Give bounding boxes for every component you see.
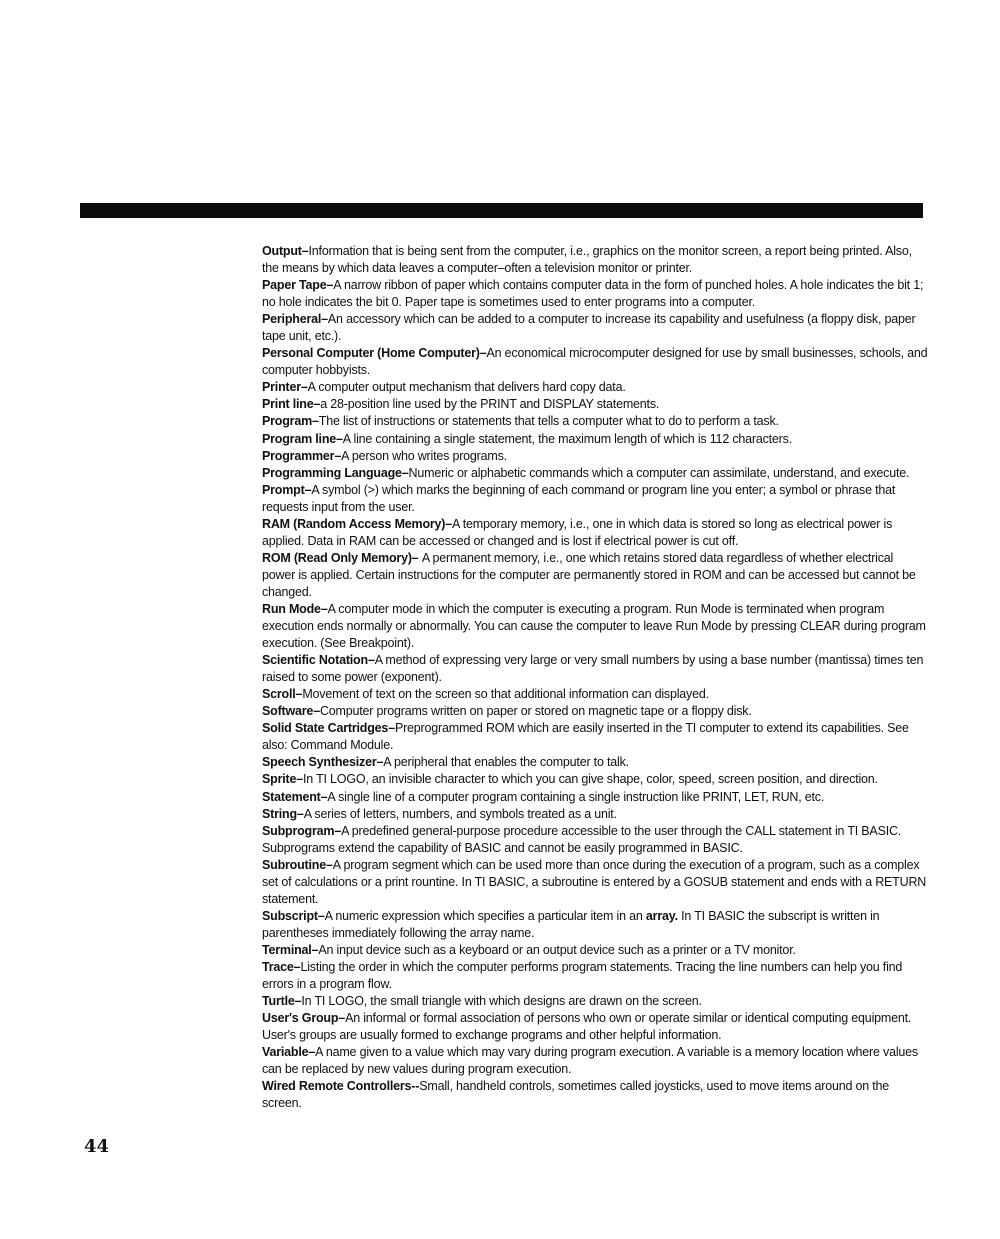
term-separator: – — [338, 1011, 346, 1026]
glossary-term: Subroutine — [262, 857, 326, 872]
glossary-definition: A computer output mechanism that delivers hard copy data. — [307, 380, 626, 395]
term-separator: – — [294, 994, 302, 1009]
glossary-term: Subprogram — [262, 823, 335, 838]
glossary-definition: In TI LOGO, an invisible character to which you can give shape, color, speed, screen position, and direction. — [303, 772, 878, 787]
glossary-entry — [262, 482, 928, 516]
glossary-definition: A person who writes programs. — [341, 448, 507, 463]
glossary-term: Scroll — [262, 687, 296, 702]
glossary-definition: A symbol (>) which marks the beginning of each command or program line you enter; a symbol or phrase that requests input from the user. — [262, 482, 896, 514]
glossary-definition: A predefined general-purpose procedure accessible to the user through the CALL statement in TI BASIC. Subprograms extend the capability of BASIC and cannot be easily programmed in BASIC. — [262, 823, 902, 855]
glossary-entry — [262, 1010, 928, 1044]
glossary-entry — [262, 993, 928, 1010]
term-separator: – — [325, 857, 333, 872]
glossary-definition: Small, handheld controls, sometimes called joysticks, used to move items around on the screen. — [262, 1079, 890, 1111]
glossary-definition: A line containing a single statement, the maximum length of which is 112 characters. — [342, 431, 792, 446]
glossary-definition: A single line of a computer program containing a single instruction like PRINT, LET, RUN, etc. — [327, 789, 825, 804]
glossary-entry — [262, 754, 928, 771]
glossary-entry — [262, 1078, 928, 1112]
glossary-definition: An accessory which can be added to a computer to increase its capability and usefulness (a floppy disk, paper tape unit, etc.). — [262, 312, 916, 344]
glossary-entry — [262, 550, 928, 601]
glossary-entry — [262, 396, 928, 413]
glossary-list — [262, 243, 928, 1112]
glossary-definition: Preprogrammed ROM which are easily inserted in the TI computer to extend its capabilities. See also: Command Module. — [262, 721, 909, 753]
term-separator: – — [367, 653, 375, 668]
glossary-term: Print line — [262, 397, 314, 412]
glossary-entry — [262, 771, 928, 788]
glossary-term: Prompt — [262, 482, 305, 497]
glossary-entry — [262, 720, 928, 754]
term-separator: – — [376, 755, 384, 770]
glossary-definition: Listing the order in which the computer performs program statements. Tracing the line numbers can help you find errors in a program flow. — [262, 959, 903, 992]
glossary-term: Run Mode — [262, 601, 321, 616]
term-separator: – — [312, 414, 319, 429]
glossary-entry — [262, 448, 928, 465]
glossary-definition: A series of letters, numbers, and symbols treated as a unit. — [303, 806, 617, 821]
term-separator: – — [479, 346, 487, 361]
term-separator: – — [311, 942, 319, 957]
glossary-definition: Numeric or alphabetic commands which a computer can assimilate, understand, and execute. — [408, 465, 910, 480]
glossary-entry — [262, 942, 928, 959]
term-separator: – — [334, 823, 342, 838]
glossary-entry — [262, 243, 928, 277]
glossary-definition: An informal or formal association of persons who own or operate similar or identical computing equipment. User's groups are usually formed to exchange programs and other helpful information. — [262, 1011, 912, 1043]
glossary-term: Speech Synthesizer — [262, 755, 377, 770]
glossary-entry — [262, 959, 928, 993]
term-separator: – — [296, 806, 304, 821]
glossary-definition: A permanent memory, i.e., one which retains stored data regardless of whether electrical power is applied. Certain instructions for the computer are permanently stored in ROM and can be accessed but cannot be changed. — [262, 550, 916, 599]
glossary-definition: An economical microcomputer designed for use by small businesses, schools, and computer hobbyists. — [262, 346, 928, 378]
glossary-definition: In TI LOGO, the small triangle with which designs are drawn on the screen. — [301, 994, 702, 1009]
glossary-term: Subscript — [262, 908, 318, 923]
glossary-entry — [262, 465, 928, 482]
glossary-definition: A name given to a value which may vary during program execution. A variable is a memory location where values can be replaced by new values during program execution. — [262, 1045, 918, 1077]
glossary-entry — [262, 277, 928, 311]
glossary-definition: a 28-position line used by the PRINT and DISPLAY statements. — [320, 397, 660, 412]
page-number: 44 — [84, 1136, 110, 1157]
glossary-definition: The list of instructions or statements that tells a computer what to do to perform a task. — [318, 414, 779, 429]
glossary-term: Turtle — [262, 994, 295, 1009]
term-separator: – — [313, 397, 321, 412]
glossary-term: String — [262, 806, 297, 821]
glossary-entry — [262, 345, 928, 379]
glossary-term: Variable — [262, 1045, 309, 1060]
term-separator: – — [304, 482, 312, 497]
term-separator: – — [301, 244, 309, 258]
glossary-term: Peripheral — [262, 312, 322, 327]
term-separator: – — [445, 516, 453, 531]
term-separator: – — [320, 601, 328, 616]
glossary-definition: An input device such as a keyboard or an output device such as a printer or a TV monitor. — [318, 942, 796, 957]
glossary-definition: Movement of text on the screen so that additional information can displayed. — [302, 687, 709, 702]
glossary-entry — [262, 789, 928, 806]
top-rule — [80, 203, 923, 218]
term-separator: – — [300, 380, 308, 395]
term-separator: – — [401, 465, 409, 480]
glossary-term: User's Group — [262, 1011, 339, 1026]
glossary-term: Scientific Notation — [262, 653, 368, 668]
glossary-entry — [262, 857, 928, 908]
glossary-entry — [262, 908, 928, 942]
term-separator: – — [293, 959, 301, 974]
term-separator: – — [320, 789, 328, 804]
definition-emphasis: array. — [645, 908, 678, 923]
glossary-term: ROM (Read Only Memory) — [262, 550, 412, 565]
term-separator: – — [308, 1045, 316, 1060]
glossary-entry — [262, 431, 928, 448]
glossary-definition: A computer mode in which the computer is executing a program. Run Mode is terminated when program execution ends normally or abnormally. You can cause the computer to leave Run Mode by pressing CLEAR during program execution. (See Breakpoint). — [262, 601, 926, 651]
term-separator: – — [411, 550, 422, 565]
glossary-term: Programmer — [262, 448, 335, 463]
glossary-term: Personal Computer (Home Computer) — [262, 346, 480, 361]
glossary-entry — [262, 823, 928, 857]
glossary-entry — [262, 1044, 928, 1078]
term-separator: – — [313, 704, 320, 719]
glossary-entry — [262, 601, 928, 652]
glossary-term: RAM (Random Access Memory) — [262, 516, 446, 531]
glossary-definition: Computer programs written on paper or stored on magnetic tape or a floppy disk. — [319, 704, 752, 719]
glossary-term: Output — [262, 244, 302, 258]
glossary-definition: A peripheral that enables the computer to talk. — [383, 755, 629, 770]
glossary-term: Program line — [262, 431, 337, 446]
glossary-term: Programming Language — [262, 465, 402, 480]
term-separator: -- — [411, 1079, 420, 1094]
term-separator: – — [295, 687, 303, 702]
glossary-definition: A temporary memory, i.e., one in which data is stored so long as electrical power is applied. Data in RAM can be accessed or changed and is lost if electrical power is cut off. — [262, 516, 893, 548]
glossary-definition: A program segment which can be used more than once during the execution of a program, such as a complex set of calculations or a print rountine. In TI BASIC, a subroutine is entered by a GOSUB statement and ends with a RETURN statement. — [262, 857, 927, 906]
glossary-definition: Information that is being sent from the computer, i.e., graphics on the monitor screen, a report being printed. Also, the means by which data leaves a computer–often a television monitor or printer. — [262, 244, 912, 276]
glossary-entry — [262, 686, 928, 703]
glossary-entry — [262, 516, 928, 550]
glossary-term: Printer — [262, 380, 301, 395]
glossary-definition-continued: In TI BASIC the subscript is written in parentheses immediately following the array name. — [262, 908, 880, 940]
glossary-definition: A numeric expression which specifies a particular item in an — [324, 908, 643, 923]
glossary-entry — [262, 703, 928, 720]
term-separator: – — [326, 278, 334, 293]
glossary-definition: A method of expressing very large or very small numbers by using a base number (mantissa) times ten raised to some power (exponent). — [262, 653, 924, 685]
glossary-definition: A narrow ribbon of paper which contains computer data in the form of punched holes. A hole indicates the bit 1; no hole indicates the bit 0. Paper tape is sometimes used to enter programs into a computer. — [262, 278, 924, 310]
glossary-term: Wired Remote Controllers — [262, 1079, 412, 1094]
glossary-entry — [262, 652, 928, 686]
term-separator: – — [317, 908, 325, 923]
glossary-term: Solid State Cartridges — [262, 721, 389, 736]
glossary-term: Paper Tape — [262, 278, 327, 293]
glossary-entry — [262, 413, 928, 430]
glossary-term: Trace — [262, 959, 294, 974]
term-separator: – — [336, 431, 343, 446]
glossary-term: Terminal — [262, 942, 312, 957]
term-separator: – — [334, 448, 342, 463]
glossary-term: Software — [262, 704, 314, 719]
term-separator: – — [296, 772, 303, 787]
glossary-term: Statement — [262, 789, 321, 804]
term-separator: – — [388, 721, 395, 736]
glossary-term: Sprite — [262, 772, 297, 787]
term-separator: – — [321, 312, 328, 327]
glossary-entry — [262, 806, 928, 823]
glossary-entry — [262, 379, 928, 396]
glossary-entry — [262, 311, 928, 345]
glossary-term: Program — [262, 414, 313, 429]
